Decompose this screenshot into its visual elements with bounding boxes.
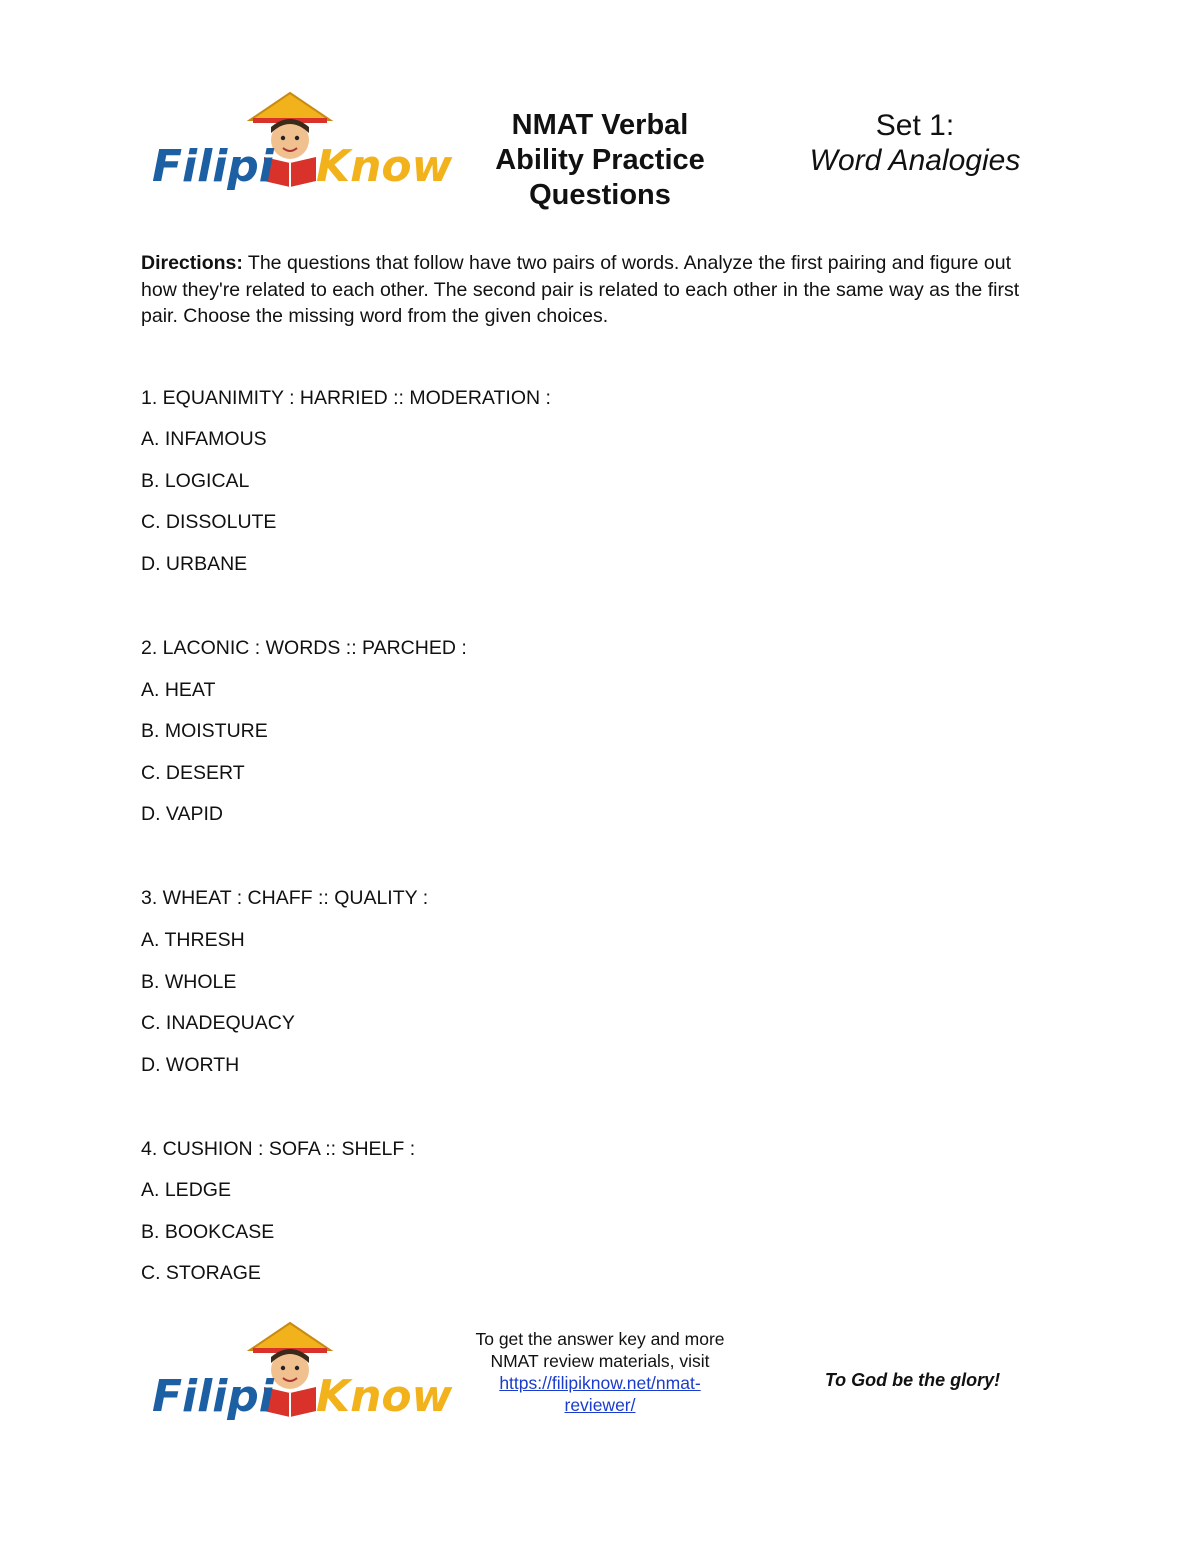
directions-label: Directions: xyxy=(141,252,243,274)
logo-text-right: Know xyxy=(316,141,453,192)
set-heading xyxy=(795,108,1035,178)
question-prompt: 2. LACONIC : WORDS :: PARCHED : xyxy=(141,637,467,659)
footer-tagline: To God be the glory! xyxy=(824,1370,1001,1390)
question-prompt: 4. CUSHION : SOFA :: SHELF : xyxy=(141,1138,416,1160)
answer-option: D. WORTH xyxy=(141,1054,240,1076)
answer-option: A. LEDGE xyxy=(141,1179,231,1201)
title-line: Ability Practice xyxy=(495,144,705,176)
answer-option: C. DESERT xyxy=(141,762,245,784)
answer-option: D. URBANE xyxy=(141,553,248,575)
set-label: Set 1: xyxy=(875,109,955,142)
title-line: NMAT Verbal xyxy=(511,109,689,141)
logo-graphic xyxy=(150,85,453,215)
logo-text-left: Filipi xyxy=(152,141,274,192)
answer-option: B. BOOKCASE xyxy=(141,1221,275,1243)
document-title xyxy=(455,108,745,213)
answer-option: A. INFAMOUS xyxy=(141,428,267,450)
answer-option: D. VAPID xyxy=(141,803,223,825)
question-prompt: 1. EQUANIMITY : HARRIED :: MODERATION : xyxy=(141,387,551,409)
answer-option: C. DISSOLUTE xyxy=(141,511,277,533)
question-prompt: 3. WHEAT : CHAFF :: QUALITY : xyxy=(141,887,429,909)
answer-option: C. STORAGE xyxy=(141,1262,261,1284)
answer-option: B. WHOLE xyxy=(141,971,237,993)
filipiknow-logo xyxy=(150,85,453,215)
answer-option: C. INADEQUACY xyxy=(141,1012,295,1034)
logo-text-left: Filipi xyxy=(152,1371,274,1422)
directions-text: The questions that follow have two pairs of words. Analyze the first pairing and figure out how they're related to each other. The second pair is related to each other in the same way as the first pair. Choose the missing word from the given choices. xyxy=(141,252,1020,327)
logo-text-right: Know xyxy=(316,1371,453,1422)
answer-option: B. LOGICAL xyxy=(141,470,250,492)
footer-line: To get the answer key and more xyxy=(475,1329,725,1349)
filipiknow-logo xyxy=(150,1315,453,1445)
reviewer-link[interactable] xyxy=(499,1373,700,1415)
footer-line: NMAT review materials, visit xyxy=(490,1351,710,1371)
answer-option: A. THRESH xyxy=(141,929,245,951)
footer-note xyxy=(440,1328,760,1416)
answer-option: B. MOISTURE xyxy=(141,720,268,742)
reviewer-link-line: https://filipiknow.net/nmat- xyxy=(499,1373,701,1393)
directions-paragraph xyxy=(141,250,1041,330)
set-topic: Word Analogies xyxy=(809,144,1021,177)
title-line: Questions xyxy=(529,179,671,211)
answer-option: A. HEAT xyxy=(141,679,216,701)
reviewer-link-line: reviewer/ xyxy=(564,1395,636,1415)
logo-graphic xyxy=(150,1315,453,1445)
